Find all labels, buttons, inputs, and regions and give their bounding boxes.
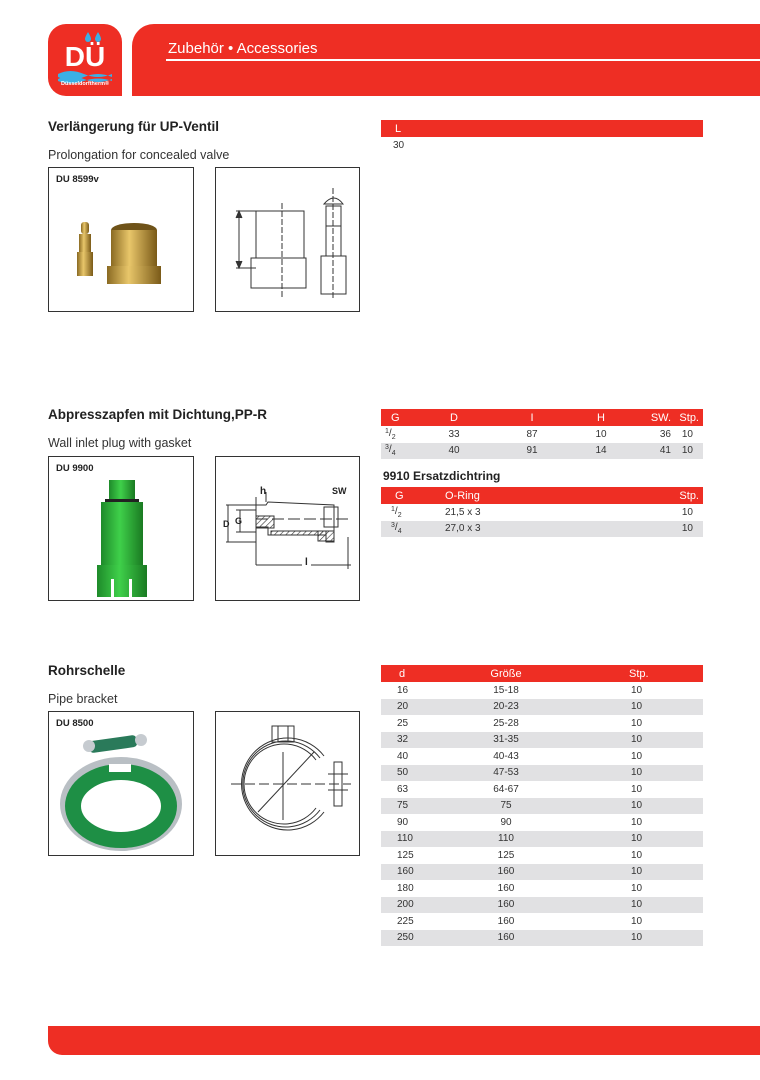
column-header: Stp. [601,487,703,504]
product-code: DU 8599v [56,174,99,185]
section-subtitle: Prolongation for concealed valve [48,148,230,162]
section-subtitle: Pipe bracket [48,692,118,706]
table-cell: 41 [631,443,675,460]
column-header: D [415,409,493,426]
table-cell: 10 [681,428,693,440]
dimension-table [381,409,703,459]
logo-brand-name: Düsseldorftherm® [60,81,110,87]
table-row [381,913,703,930]
table-cell: 180 [397,882,414,894]
dimension-table [381,120,703,154]
table-cell: 10 [581,864,703,881]
table-row [381,682,703,699]
table-cell: 36 [659,428,671,440]
column-header: O-Ring [441,487,601,504]
brand-logo [48,24,122,96]
table-cell: 50 [381,765,431,782]
table-cell: 21,5 x 3 [445,506,481,518]
table-cell: 125 [497,849,515,861]
table-row [381,781,703,798]
table-cell: 160 [497,915,515,927]
table-cell: 47-53 [431,765,581,782]
table-row [381,831,703,848]
logo-brand-text: DÜ [64,41,106,72]
table-cell: 10 [631,750,643,762]
column-header: L [381,120,703,137]
drawing-label-sw: SW [332,486,347,496]
table-row [381,443,703,460]
table-cell: 31-35 [431,732,581,749]
table-cell: 10 [595,428,607,440]
table-cell: 160 [431,897,581,914]
table-cell: 10 [631,849,643,861]
table-row [381,521,703,538]
table-row [381,897,703,914]
table-cell: $^3/_4$ [381,443,415,460]
table-cell: 10 [581,765,703,782]
table-cell: 10 [631,882,643,894]
table-cell: 10 [581,831,703,848]
table-cell: $^3/_4$ [381,521,441,538]
table-cell: 27,0 x 3 [441,521,601,538]
table-row [381,137,703,154]
title-underline [166,59,760,61]
table-cell: 75 [381,798,431,815]
technical-drawing [215,167,360,312]
table-cell: 10 [631,816,643,828]
column-header: I [493,409,571,426]
section-title: Abpresszapfen mit Dichtung,PP-R [48,407,268,422]
table-cell: 160 [431,930,581,947]
table-cell: $^1/_2$ [385,427,396,441]
drawing-label-h: h [260,486,267,497]
table-row [381,765,703,782]
table-cell: $^1/_2$ [391,505,402,519]
table-cell: 20-23 [431,699,581,716]
table-cell: 16 [397,684,409,696]
column-header: H [571,409,631,426]
table-row [381,798,703,815]
table-cell: 63 [397,783,409,795]
column-header: Stp. [675,409,703,426]
table-cell: 10 [601,521,703,538]
column-header: SW. [631,409,675,426]
column-header: d [381,665,431,682]
table-row [381,814,703,831]
table-cell: 90 [397,816,409,828]
table-cell: 20 [381,699,431,716]
sub-table-title: 9910 Ersatzdichtring [383,469,501,483]
table-row [381,699,703,716]
column-header: G [381,487,441,504]
table-cell: 64-67 [493,783,519,795]
column-header: Größe [431,665,581,682]
table-row [381,732,703,749]
table-cell: 30 [393,139,405,151]
table-cell: 10 [681,506,693,518]
table-cell: 160 [381,864,431,881]
drawing-label-l: l [302,557,311,568]
table-cell: 40-43 [493,750,519,762]
brass-valve-extension-photo-icon [49,168,195,313]
table-row [381,504,703,521]
table-cell: 10 [581,699,703,716]
table-cell: 10 [581,798,703,815]
table-cell: 10 [581,897,703,914]
product-code: DU 8500 [56,718,94,729]
table-cell: 33 [448,428,460,440]
table-row [381,930,703,947]
product-photo [48,167,194,312]
table-cell: 40 [397,750,409,762]
table-cell: 75 [431,798,581,815]
table-cell: 91 [493,443,571,460]
table-cell: 15-18 [493,684,519,696]
product-photo [48,711,194,856]
drawing-label-d: D [223,519,230,529]
table-cell: 25-28 [493,717,519,729]
table-cell: 200 [381,897,431,914]
table-cell: 225 [397,915,414,927]
table-cell: 250 [381,930,431,947]
table-cell: 10 [631,684,643,696]
table-cell: 160 [431,864,581,881]
table-cell: 10 [631,783,643,795]
table-row [381,864,703,881]
gasket-table [381,487,703,537]
table-cell: 87 [526,428,538,440]
page-title: Zubehör • Accessories [168,40,318,57]
table-cell: 160 [497,882,515,894]
table-cell: 125 [397,849,414,861]
drawing-label-g: G [235,516,243,526]
table-cell: 90 [500,816,512,828]
table-row [381,748,703,765]
table-cell: 25 [397,717,409,729]
green-inlet-plug-photo-icon [49,457,195,602]
table-cell: 14 [571,443,631,460]
product-photo [48,456,194,601]
header-band [132,24,760,96]
pipe-bracket-photo-icon [49,712,195,857]
table-row [381,880,703,897]
table-cell: 10 [581,732,703,749]
table-cell: 10 [631,717,643,729]
table-cell: 10 [581,930,703,947]
table-row [381,847,703,864]
table-row [381,715,703,732]
table-cell: 10 [631,915,643,927]
section-title: Rohrschelle [48,663,126,678]
table-cell: 40 [415,443,493,460]
table-cell: 110 [381,831,431,848]
pipe-bracket-drawing-icon [216,712,361,857]
dimension-table [381,665,703,946]
table-cell: 32 [381,732,431,749]
table-cell: 110 [431,831,581,848]
table-row [381,426,703,443]
inlet-plug-drawing-icon [216,457,361,602]
technical-drawing [215,456,360,601]
column-header: G [381,409,415,426]
section-subtitle: Wall inlet plug with gasket [48,436,192,450]
product-code: DU 9900 [56,463,94,474]
valve-extension-drawing-icon [216,168,361,313]
section-title: Verlängerung für UP-Ventil [48,119,220,134]
technical-drawing [215,711,360,856]
column-header: Stp. [581,665,703,682]
table-cell: 10 [675,443,703,460]
footer-bar [48,1026,760,1055]
